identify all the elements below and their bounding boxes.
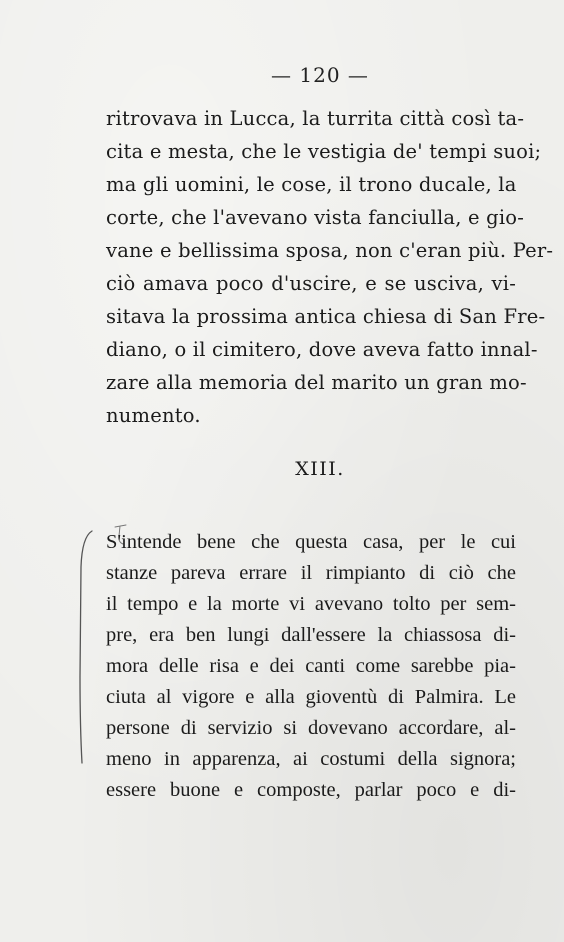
pencil-bracket-mark-icon xyxy=(78,527,98,767)
section-heading: XIII. xyxy=(295,458,345,480)
text-line: il tempo e la morte vi avevano tolto per sem- xyxy=(106,593,516,615)
text-line: mora delle risa e dei canti come sarebbe pia- xyxy=(106,655,516,677)
text-line: persone di servizio si dovevano accordare, al- xyxy=(106,717,516,739)
text-line: meno in apparenza, ai costumi della signora; xyxy=(106,748,516,770)
text-line: essere buone e composte, parlar poco e di- xyxy=(106,779,516,801)
text-line: ciò amava poco d'uscire, e se usciva, vi- xyxy=(106,272,516,295)
text-line: numento. xyxy=(106,404,201,427)
text-line: ciuta al vigore e alla gioventù di Palmira. Le xyxy=(106,686,516,708)
text-line: cita e mesta, che le vestigia de' tempi suoi; xyxy=(106,140,542,163)
text-line: zare alla memoria del marito un gran mo- xyxy=(106,371,527,394)
text-line: ritrovava in Lucca, la turrita città così ta- xyxy=(106,107,525,130)
text-line: S'intende bene che questa casa, per le cui xyxy=(106,531,516,553)
paragraph-2 xyxy=(106,527,516,806)
text-line: ma gli uomini, le cose, il trono ducale, la xyxy=(106,173,517,196)
text-line: diano, o il cimitero, dove aveva fatto innal- xyxy=(106,338,538,361)
page-number: — 120 — xyxy=(271,63,369,87)
text-line: pre, era ben lungi dall'essere la chiassosa di- xyxy=(106,624,516,646)
paragraph-1 xyxy=(106,102,554,432)
text-line: vane e bellissima sposa, non c'eran più. Per- xyxy=(106,239,554,262)
text-line: sitava la prossima antica chiesa di San Fre- xyxy=(106,305,546,328)
text-line: corte, che l'avevano vista fanciulla, e gio- xyxy=(106,206,525,229)
text-line: stanze pareva errare il rimpianto di ciò che xyxy=(106,562,516,584)
